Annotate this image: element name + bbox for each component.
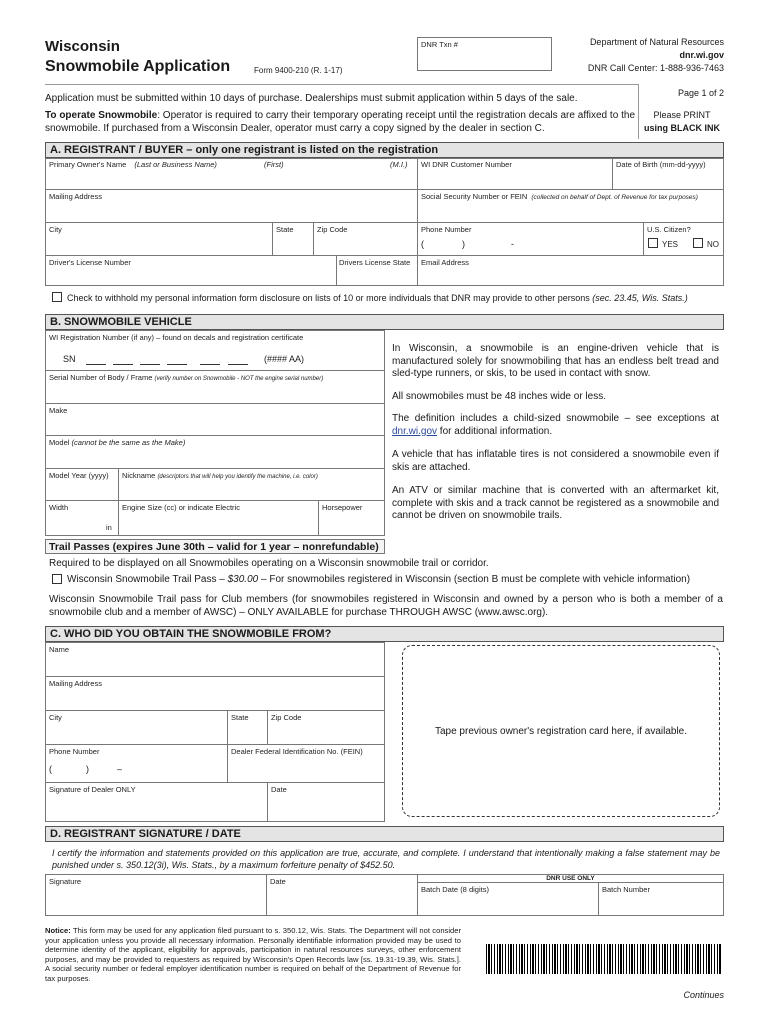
child-sized-info (392, 413, 719, 438)
dnr-use-only: DNR USE ONLY (546, 875, 595, 882)
trail-required: Required to be displayed on all Snowmobiles operating on a Wisconsin snowmobile trail or corridor. (49, 558, 489, 569)
form-barcode (486, 944, 722, 974)
tape-instruction: Tape previous owner's registration card here, if available. (434, 726, 688, 737)
phone-paren-close: ) (462, 239, 465, 249)
notice-text: This form may be used for any application filed pursuant to s. 350.12, Wis. Stats. The Department will not consider your application unless you provide all necessary information. Personally identifiable information provided may be used to determine identity of the applicant, eligibility for approvals, participation in natural resources surveys, other enforcement purposes, and may be provided to requesters as required by Wisconsin's Open Records law [ss. 19.31-19.39, Wis. Stats.]. A social security number or federal employer identification number is required on behalf of the Department of Revenue for tax purposes. (45, 926, 462, 983)
header-vdivider (638, 84, 639, 139)
city-field[interactable]: City (49, 225, 62, 234)
sn-blank[interactable] (86, 364, 106, 365)
ssn-label: Social Security Number or FEIN (421, 192, 528, 201)
ssn-field[interactable] (421, 192, 698, 202)
mailing-address-field[interactable]: Mailing Address (49, 192, 102, 201)
engine-size-field[interactable]: Engine Size (cc) or indicate Electric (122, 503, 240, 512)
grid-line (318, 500, 319, 536)
phone-dash: - (511, 239, 514, 249)
grid-line (45, 676, 385, 677)
grid-line (267, 782, 268, 822)
grid-line (598, 882, 599, 916)
operate-text: : Operator is required to carry their temporary operating receipt until the registration decals are affixed to the snowmobile. If purchased from a Wisconsin Dealer, operator must carry a copy signed by the dealer in section C. (45, 110, 636, 134)
sn-blank[interactable] (200, 364, 220, 365)
operate-notice (45, 110, 635, 135)
withhold-cite: (sec. 23.45, Wis. Stats.) (592, 293, 688, 303)
dealer-date-field[interactable]: Date (271, 785, 287, 794)
privacy-notice (45, 926, 461, 984)
dob-field[interactable]: Date of Birth (mm-dd-yyyy) (616, 160, 706, 169)
dealer-signature-field[interactable]: Signature of Dealer ONLY (49, 785, 136, 794)
model-label: Model (49, 438, 70, 447)
registrant-date-field[interactable]: Date (270, 877, 286, 886)
registrant-signature-field[interactable]: Signature (49, 877, 82, 886)
grid-line (417, 882, 724, 883)
notice-label: Notice: (45, 926, 71, 935)
section-c-grid (45, 642, 385, 822)
model-note: (cannot be the same as the Make) (71, 438, 186, 447)
grid-line (45, 744, 385, 745)
grid-line (227, 744, 228, 782)
seller-city-field[interactable]: City (49, 713, 62, 722)
ssn-note: (collected on behalf of Dept. of Revenue for tax purposes) (531, 194, 698, 201)
title-state: Wisconsin (45, 38, 120, 55)
seller-phone-field[interactable]: Phone Number (49, 747, 100, 756)
dnr-txn-label: DNR Txn # (421, 40, 458, 49)
certification-statement: I certify the information and statements provided on this application are true, accurate, and complete. I understand that intentionally making a false statement may be punished under s. 350.12(3i), Wis. Stats., by a maximum forfeiture penalty of $452.50. (52, 848, 720, 870)
trail-pass-price: $30.00 (227, 574, 259, 585)
grid-line (267, 710, 268, 744)
grid-line (45, 222, 724, 223)
phone-paren-open: ( (421, 239, 424, 249)
seller-phone-close: ) (86, 764, 89, 774)
grid-line (227, 710, 228, 744)
sn-blank[interactable] (113, 364, 133, 365)
page-title: Snowmobile Application (45, 58, 231, 75)
batch-date-field[interactable]: Batch Date (8 digits) (421, 885, 489, 894)
grid-line (45, 782, 385, 783)
atv-conversion-info: An ATV or similar machine that is converted with an aftermarket kit, complete with skis and a track cannot be registered as a snowmobile and cannot be driven on snowmobile trails. (392, 485, 719, 521)
section-b-header: B. SNOWMOBILE VEHICLE (45, 314, 724, 330)
phone-field[interactable]: Phone Number (421, 225, 472, 234)
seller-zip-field[interactable]: Zip Code (271, 713, 302, 722)
citizen-label: U.S. Citizen? (647, 225, 691, 234)
sn-blank[interactable] (167, 364, 187, 365)
section-d-header: D. REGISTRANT SIGNATURE / DATE (45, 826, 724, 842)
owner-first-label: (First) (264, 160, 284, 169)
header-divider (45, 84, 638, 85)
reg-number-field[interactable]: WI Registration Number (if any) – found on decals and registration certificate (49, 333, 304, 342)
dl-state-field[interactable]: Drivers License State (339, 258, 411, 267)
club-trail-pass: Wisconsin Snowmobile Trail pass for Club members (for snowmobiles registered in Wisconsin and owned by a person who is both a member of a snowmobile club and a member of AWSC) – ONLY AVAILABLE for purchase THROUGH AWSC (www.awsc.org). (49, 594, 723, 618)
width-unit: in (106, 523, 112, 532)
seller-name-field[interactable]: Name (49, 645, 70, 654)
serial-label: Serial Number of Body / Frame (49, 373, 153, 382)
withhold-checkbox[interactable] (52, 292, 62, 302)
owner-last-label: (Last or Business Name) (134, 160, 217, 169)
sn-blank[interactable] (228, 364, 248, 365)
grid-line (45, 370, 385, 371)
horsepower-field[interactable]: Horsepower (322, 503, 363, 512)
grid-line (45, 189, 724, 190)
call-center: DNR Call Center: 1-888-936-7463 (587, 63, 724, 73)
grid-line (118, 468, 119, 536)
citizen-no-label: NO (707, 240, 719, 249)
trail-pass-tail: – For snowmobiles registered in Wisconsin (section B must be complete with vehicle information) (258, 574, 691, 585)
width-field[interactable]: Width (49, 503, 69, 512)
grid-line (45, 710, 385, 711)
owner-name-text: Primary Owner's Name (49, 160, 127, 169)
trail-pass-title: Trail Passes (expires June 30th – valid for 1 year – nonrefundable) (49, 541, 379, 553)
section-c-header: C. WHO DID YOU OBTAIN THE SNOWMOBILE FROM? (45, 626, 724, 642)
citizen-yes-label: YES (662, 240, 679, 249)
citizen-no-checkbox[interactable] (693, 238, 703, 248)
continues-label: Continues (683, 990, 724, 1000)
sn-format: (#### AA) (264, 354, 305, 364)
seller-mailing-field[interactable]: Mailing Address (49, 679, 102, 688)
model-field[interactable] (49, 438, 185, 447)
submit-deadline: Application must be submitted within 10 days of purchase. Dealerships must submit application within 5 days of the sale. (45, 93, 578, 104)
grid-line (45, 468, 385, 469)
email-field[interactable]: Email Address (421, 258, 469, 267)
print-instruction: Please PRINT (653, 110, 711, 120)
grid-line (612, 158, 613, 189)
trail-pass-text: Wisconsin Snowmobile Trail Pass – (67, 574, 228, 585)
child-sized-text: The definition includes a child-sized snowmobile – see exceptions at (392, 413, 719, 424)
serial-note: (verify number on Snowmobile - NOT the engine serial number) (154, 376, 324, 382)
operate-bold: To operate Snowmobile (45, 110, 158, 121)
drivers-license-field[interactable]: Driver's License Number (49, 258, 131, 267)
grid-line (313, 222, 314, 255)
citizen-yes-checkbox[interactable] (648, 238, 658, 248)
withhold-label (67, 293, 688, 304)
seller-phone-dash: – (117, 764, 123, 774)
nickname-label: Nickname (122, 471, 156, 480)
grid-line (45, 255, 724, 256)
zip-field[interactable]: Zip Code (317, 225, 348, 234)
trail-pass-header (45, 539, 385, 554)
dept-name: Department of Natural Resources (589, 37, 724, 47)
trail-pass-checkbox[interactable] (52, 574, 62, 584)
sn-blank[interactable] (140, 364, 160, 365)
grid-line (336, 255, 337, 286)
model-year-field[interactable]: Model Year (yyyy) (49, 471, 109, 480)
snowmobile-definition: In Wisconsin, a snowmobile is an engine-driven vehicle that is manufactured solely for snowmobiling that has an endless belt tread and sled-type runners, or skis, to be used in contact with snow. (392, 343, 719, 379)
grid-line (643, 222, 644, 255)
dnr-link[interactable]: dnr.wi.gov (392, 425, 438, 437)
state-field[interactable]: State (276, 225, 294, 234)
child-sized-tail: for additional information. (437, 425, 553, 437)
seller-phone-open: ( (49, 764, 52, 774)
batch-number-field[interactable]: Batch Number (602, 885, 650, 894)
ink-instruction: using BLACK INK (644, 123, 720, 133)
grid-line (45, 403, 385, 404)
dnr-txn-box[interactable] (417, 37, 552, 71)
serial-number-field[interactable] (49, 373, 323, 384)
grid-line (266, 874, 267, 916)
sn-prefix: SN (63, 354, 76, 364)
withhold-text: Check to withhold my personal information form disclosure on lists of 10 or more individuals that DNR may provide to other persons (67, 293, 590, 303)
trail-pass-label (67, 574, 690, 587)
make-field[interactable]: Make (49, 406, 68, 415)
grid-line (45, 435, 385, 436)
grid-line (417, 158, 418, 286)
page-number: Page 1 of 2 (677, 88, 724, 98)
inflatable-tires-info: A vehicle that has inflatable tires is not considered a snowmobile even if skis are attached. (392, 449, 719, 473)
website: dnr.wi.gov (679, 50, 724, 60)
owner-name-label[interactable] (49, 160, 217, 169)
seller-state-field[interactable]: State (231, 713, 249, 722)
width-rule: All snowmobiles must be 48 inches wide or less. (392, 391, 606, 402)
grid-line (45, 500, 385, 501)
nickname-note: (descriptors that will help you identify the machine, i.e. color) (157, 474, 318, 480)
dealer-fein-field[interactable]: Dealer Federal Identification No. (FEIN) (231, 747, 363, 756)
form-number: Form 9400-210 (R. 1-17) (254, 66, 343, 75)
customer-number-field[interactable]: WI DNR Customer Number (421, 160, 512, 169)
owner-mi-label: (M.I.) (390, 160, 408, 169)
section-a-header: A. REGISTRANT / BUYER – only one registrant is listed on the registration (45, 142, 724, 158)
grid-line (272, 222, 273, 255)
nickname-field[interactable] (122, 471, 318, 482)
